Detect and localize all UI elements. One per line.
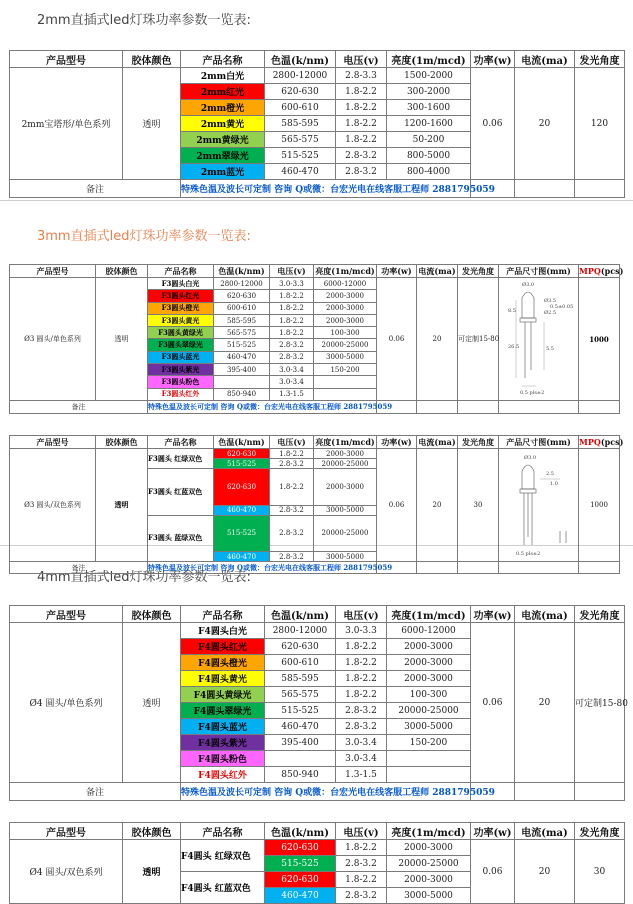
cct-cell: 460-470 [265,888,336,904]
table-row [10,436,620,449]
empty-cell [458,562,499,574]
dim-label: 5.5 [545,346,554,352]
voltage-cell: 1.8-2.2 [336,132,387,148]
header-power: 功率(w) [377,265,417,278]
product-name: 2mm黄光 [181,116,265,132]
header-voltage: 电压(v) [270,265,314,278]
note-text: 特殊色温及波长可定制 咨询 Q或微：台宏光电在线客服工程师 2881795059 [148,401,377,414]
product-name: F4圆头紫光 [181,735,265,751]
header-cct: 色温(k/nm) [265,51,336,68]
voltage-cell: 1.8-2.2 [270,314,314,326]
brightness-cell: 3000-5000 [387,888,471,904]
cct-cell: 460-470 [265,719,336,735]
cct-cell: 2800-12000 [214,278,270,290]
header-mpq: MPQ(pcs) [579,266,624,276]
header-power: 功率(w) [471,823,515,840]
cct-cell: 460-470 [214,505,270,515]
product-name: F4圆头 红绿双色 [181,840,265,872]
color-cell: 透明 [96,449,148,562]
brightness-cell: 20000-25000 [387,856,471,872]
mpq-cell: 1000 [579,449,620,562]
dimension-drawing [499,449,579,562]
cct-cell: 460-470 [214,552,270,562]
product-name: F4圆头橙光 [181,655,265,671]
header-color: 胶体颜色 [123,51,181,68]
table-row [10,823,625,840]
brightness-cell: 2000-3000 [387,655,471,671]
note-text: 特殊色温及波长可定制 咨询 Q或微：台宏光电在线客服工程师 2881795059 [181,180,471,198]
dim-label: 26.5 [507,344,519,350]
product-name: 2mm白光 [181,68,265,84]
table-row [10,606,625,623]
power-cell: 0.06 [471,623,515,783]
product-name: F4圆头黄绿光 [181,687,265,703]
cct-cell: 460-470 [265,164,336,180]
dim-label: Ø3.5 [543,298,556,304]
header-model: 产品型号 [10,265,96,278]
current-cell: 20 [417,449,458,562]
dim-label: 0.5 pls±2 [515,551,540,557]
brightness-cell: 50-200 [387,132,471,148]
table-row [10,265,620,278]
brightness-cell: 2000-3000 [314,302,377,314]
table-row [10,449,620,459]
product-name: 2mm红光 [181,84,265,100]
model-cell: Ø3 圆头/单色系列 [10,278,96,401]
color-cell: 透明 [123,623,181,783]
header-angle: 发光角度 [575,823,625,840]
voltage-cell: 2.8-3.3 [336,68,387,84]
empty-cell [417,401,458,414]
current-cell: 20 [515,68,575,180]
table-row [10,840,625,856]
table-row [10,51,625,68]
header-color: 胶体颜色 [96,265,148,278]
cct-cell: 600-610 [214,302,270,314]
brightness-cell [314,388,377,400]
cct-cell: 620-630 [214,469,270,506]
product-name: F4圆头红外 [181,767,265,783]
brightness-cell: 2000-3000 [314,449,377,459]
table-3mm-single [9,264,624,414]
product-name: F4圆头翠绿光 [181,703,265,719]
led-dimension-svg [500,278,578,398]
voltage-cell: 2.8-3.2 [336,719,387,735]
table-3mm-double [9,435,624,574]
product-name: F3圆头橙光 [148,302,214,314]
header-color: 胶体颜色 [123,823,181,840]
header-current: 电流(ma) [515,51,575,68]
cct-cell: 515-525 [214,339,270,351]
voltage-cell: 2.8-3.2 [336,164,387,180]
cct-cell: 620-630 [265,872,336,888]
brightness-cell: 300-2000 [387,84,471,100]
header-model: 产品型号 [10,606,123,623]
voltage-cell: 1.3-1.5 [270,388,314,400]
header-cct: 色温(k/nm) [265,606,336,623]
cct-cell: 600-610 [265,655,336,671]
cct-cell [214,376,270,388]
header-current: 电流(ma) [515,823,575,840]
product-name: F3圆头白光 [148,278,214,290]
dim-label: Ø2.5 [543,310,556,316]
heading-4mm: 4mm直插式led灯珠功率参数一览表: [37,570,251,585]
product-name: F3圆头 红蓝双色 [148,469,214,516]
empty-cell [499,562,579,574]
header-brightness: 亮度(1m/mcd) [387,51,471,68]
dim-label: 0.5±0.05 [549,304,573,310]
product-name: F4圆头 红蓝双色 [181,872,265,904]
dim-label: 1.0 [549,481,558,487]
brightness-cell: 150-200 [387,735,471,751]
brightness-cell: 20000-25000 [387,703,471,719]
brightness-cell: 2000-3000 [387,671,471,687]
brightness-cell: 3000-5000 [314,351,377,363]
voltage-cell: 2.8-3.2 [270,505,314,515]
model-cell: Ø4 圆头/双色系列 [10,840,123,904]
header-model: 产品型号 [10,823,123,840]
brightness-cell: 6000-12000 [387,623,471,639]
voltage-cell: 2.8-3.2 [270,552,314,562]
header-name: 产品名称 [181,606,265,623]
voltage-cell: 2.8-3.2 [270,515,314,552]
voltage-cell: 1.8-2.2 [336,671,387,687]
header-brightness: 亮度(1m/mcd) [315,436,375,447]
table-4mm-single [9,605,628,801]
header-dim: 产品尺寸图(mm) [499,436,579,449]
product-name: 2mm蓝光 [181,164,265,180]
header-brightness: 亮度(1m/mcd) [387,606,471,623]
header-name: 产品名称 [181,823,265,840]
angle-cell: 120 [575,68,625,180]
voltage-cell: 1.8-2.2 [336,100,387,116]
header-brightness: 亮度(1m/mcd) [315,265,375,276]
header-angle: 发光角度 [458,436,499,449]
voltage-cell: 1.8-2.2 [270,449,314,459]
current-cell: 20 [515,623,575,783]
table-2mm [9,50,625,198]
empty-cell [579,562,620,574]
product-name: F3圆头蓝光 [148,351,214,363]
voltage-cell: 2.8-3.2 [270,351,314,363]
header-current: 电流(ma) [515,606,575,623]
brightness-cell: 2000-3000 [314,469,377,506]
table-row [10,180,625,198]
empty-cell [515,783,575,801]
current-cell: 20 [417,278,458,401]
product-name: 2mm橙光 [181,100,265,116]
table-row [10,562,620,574]
voltage-cell: 1.8-2.2 [336,116,387,132]
table-row [10,401,620,414]
brightness-cell: 1500-2000 [387,68,471,84]
brightness-cell: 20000-25000 [314,339,377,351]
voltage-cell: 3.0-3.4 [270,376,314,388]
header-color: 胶体颜色 [123,606,181,623]
cct-cell: 620-630 [265,84,336,100]
header-voltage: 电压(v) [336,51,387,68]
cct-cell: 600-610 [265,100,336,116]
empty-cell [515,180,575,198]
product-name: F3圆头 蓝绿双色 [148,515,214,562]
power-cell: 0.06 [377,278,417,401]
header-brightness: 亮度(1m/mcd) [387,823,471,840]
header-power: 功率(w) [471,606,515,623]
product-name: F3圆头红外 [148,388,214,400]
product-name: F4圆头白光 [181,623,265,639]
voltage-cell: 1.8-2.2 [270,327,314,339]
brightness-cell [314,376,377,388]
header-power: 功率(w) [377,436,417,449]
model-cell: Ø3 圆头/双色系列 [10,449,96,562]
header-angle: 发光角度 [458,265,499,278]
header-current: 电流(ma) [418,265,456,276]
empty-cell [575,783,625,801]
voltage-cell: 1.8-2.2 [270,302,314,314]
dim-label: Ø3.0 [523,455,536,461]
voltage-cell: 1.8-2.2 [336,840,387,856]
cct-cell: 565-575 [265,132,336,148]
model-cell: Ø4 圆头/单色系列 [10,623,123,783]
voltage-cell: 3.0-3.4 [336,751,387,767]
voltage-cell: 1.8-2.2 [336,687,387,703]
product-name: F3圆头翠绿光 [148,339,214,351]
cct-cell: 585-595 [214,314,270,326]
header-dim: 产品尺寸图(mm) [499,265,579,278]
brightness-cell: 150-200 [314,364,377,376]
dim-label: Ø3.0 [521,282,534,288]
brightness-cell: 300-1600 [387,100,471,116]
brightness-cell: 800-5000 [387,148,471,164]
voltage-cell: 3.0-3.4 [336,735,387,751]
brightness-cell: 2000-3000 [387,639,471,655]
brightness-cell: 3000-5000 [387,719,471,735]
voltage-cell: 1.3-1.5 [336,767,387,783]
cct-cell: 515-525 [265,703,336,719]
header-angle: 发光角度 [575,606,625,623]
cct-cell: 620-630 [214,449,270,459]
header-voltage: 电压(v) [336,606,387,623]
product-name: F3圆头粉色 [148,376,214,388]
table-row [10,783,625,801]
voltage-cell: 1.8-2.2 [336,655,387,671]
voltage-cell: 3.0-3.3 [336,623,387,639]
cct-cell: 850-940 [265,767,336,783]
voltage-cell: 3.0-3.4 [270,364,314,376]
note-label: 备注 [10,401,148,414]
header-color: 胶体颜色 [96,436,148,449]
angle-cell: 30 [458,449,499,562]
header-mpq: MPQ(pcs) [579,437,624,447]
voltage-cell: 3.0-3.3 [270,278,314,290]
cct-cell: 850-940 [214,388,270,400]
cct-cell: 585-595 [265,671,336,687]
angle-cell: 可定制15-80 [575,623,625,783]
cct-cell: 460-470 [214,351,270,363]
cct-cell: 585-595 [265,116,336,132]
brightness-cell: 6000-12000 [314,278,377,290]
voltage-cell: 1.8-2.2 [270,290,314,302]
header-model: 产品型号 [10,51,123,68]
note-text: 特殊色温及波长可定制 咨询 Q或微：台宏光电在线客服工程师 2881795059 [181,783,471,801]
header-model: 产品型号 [10,436,96,449]
header-current: 电流(ma) [418,436,456,447]
product-name: 2mm黄绿光 [181,132,265,148]
voltage-cell: 1.8-2.2 [336,639,387,655]
brightness-cell: 100-300 [387,687,471,703]
table-4mm-double [9,822,625,904]
cct-cell: 620-630 [265,639,336,655]
cct-cell: 620-630 [265,840,336,856]
power-cell: 0.06 [471,840,515,904]
empty-cell [458,401,499,414]
header-cct: 色温(k/nm) [265,823,336,840]
product-name: F4圆头蓝光 [181,719,265,735]
brightness-cell: 3000-5000 [314,505,377,515]
table-row [10,278,620,290]
table-row [10,623,625,639]
led-dimension-svg [500,449,578,559]
heading-2mm: 2mm直插式led灯珠功率参数一览表: [37,13,251,28]
voltage-cell: 2.8-3.2 [336,703,387,719]
divider [0,200,633,201]
voltage-cell: 1.8-2.2 [270,469,314,506]
cct-cell: 515-525 [265,148,336,164]
cct-cell: 395-400 [265,735,336,751]
voltage-cell: 2.8-3.2 [270,339,314,351]
brightness-cell: 100-300 [314,327,377,339]
brightness-cell: 1200-1600 [387,116,471,132]
heading-3mm: 3mm直插式led灯珠功率参数一览表: [37,229,251,244]
note-text: 特殊色温及波长可定制 咨询 Q或微：台宏光电在线客服工程师 2881795059 [148,562,393,572]
product-name: F3圆头紫光 [148,364,214,376]
empty-cell [575,180,625,198]
voltage-cell: 1.8-2.2 [336,84,387,100]
header-voltage: 电压(v) [270,436,314,449]
cct-cell: 515-525 [214,459,270,469]
empty-cell [579,401,620,414]
color-cell: 透明 [96,278,148,401]
voltage-cell: 2.8-3.2 [336,856,387,872]
header-name: 产品名称 [148,265,214,278]
brightness-cell: 20000-25000 [314,515,377,552]
voltage-cell: 2.8-3.2 [270,459,314,469]
cct-cell: 395-400 [214,364,270,376]
cct-cell: 565-575 [265,687,336,703]
brightness-cell: 2000-3000 [314,314,377,326]
angle-cell: 30 [575,840,625,904]
dim-label: 0.5 pls±2 [519,390,544,396]
current-cell: 20 [515,840,575,904]
brightness-cell [387,767,471,783]
brightness-cell [387,751,471,767]
product-name: F3圆头红光 [148,290,214,302]
header-name: 产品名称 [148,436,214,449]
header-angle: 发光角度 [575,51,625,68]
angle-cell: 可定制15-80 [458,278,499,401]
cct-cell: 515-525 [214,515,270,552]
note-label: 备注 [10,562,148,574]
color-cell: 透明 [123,68,181,180]
cct-cell: 2800-12000 [265,68,336,84]
product-name: F3圆头黄绿光 [148,327,214,339]
color-cell: 透明 [123,840,181,904]
dim-label: 8.5 [507,308,516,314]
note-label: 备注 [10,783,181,801]
cct-cell [265,751,336,767]
dimension-drawing [499,278,579,401]
cct-cell: 620-630 [214,290,270,302]
header-cct: 色温(k/nm) [214,436,270,449]
mpq-cell: 1000 [579,278,620,401]
cct-cell: 2800-12000 [265,623,336,639]
product-name: F3圆头黄光 [148,314,214,326]
brightness-cell: 20000-25000 [314,459,377,469]
voltage-cell: 2.8-3.2 [336,148,387,164]
voltage-cell: 1.8-2.2 [336,872,387,888]
brightness-cell: 2000-3000 [387,872,471,888]
header-name: 产品名称 [181,51,265,68]
dim-label: 2.5 [545,471,554,477]
voltage-cell: 2.8-3.2 [336,888,387,904]
product-name: F4圆头粉色 [181,751,265,767]
empty-cell [417,562,458,574]
product-name: 2mm翠绿光 [181,148,265,164]
brightness-cell: 2000-3000 [387,840,471,856]
brightness-cell: 800-4000 [387,164,471,180]
brightness-cell: 2000-3000 [314,290,377,302]
header-power: 功率(w) [471,51,515,68]
product-name: F4圆头红光 [181,639,265,655]
header-voltage: 电压(v) [336,823,387,840]
header-cct: 色温(k/nm) [214,265,270,278]
cct-cell: 565-575 [214,327,270,339]
power-cell: 0.06 [471,68,515,180]
product-name: F4圆头黄光 [181,671,265,687]
note-label: 备注 [10,180,181,198]
cct-cell: 515-525 [265,856,336,872]
table-row [10,68,625,84]
power-cell: 0.06 [377,449,417,562]
brightness-cell: 3000-5000 [314,552,377,562]
empty-cell [499,401,579,414]
product-name: F3圆头 红绿双色 [148,449,214,469]
model-cell: 2mm宝塔形/单色系列 [10,68,123,180]
